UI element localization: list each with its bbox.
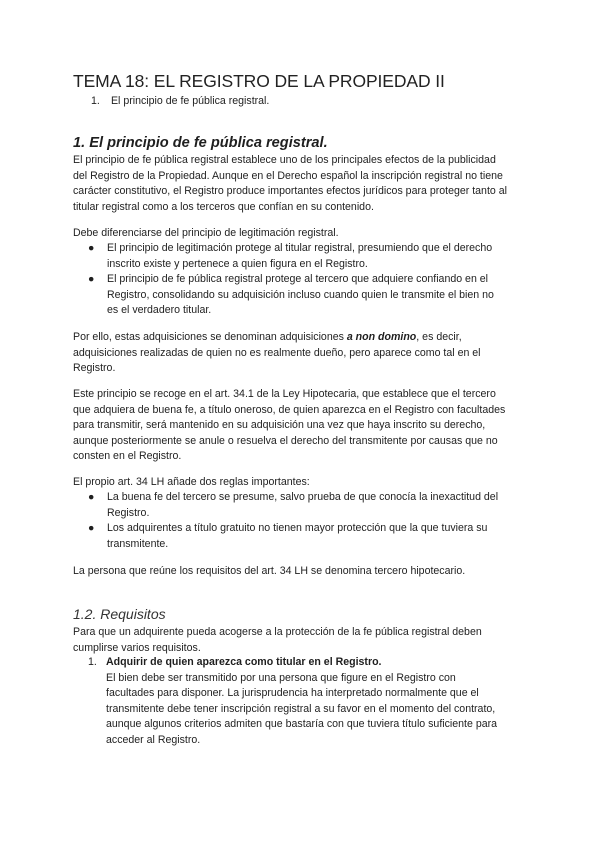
text-line: aunque posteriormente se anule o resuelva el derecho del transmitente por causas que no	[73, 434, 498, 447]
text-line: Los adquirentes a título gratuito no tienen mayor protección que la que tuviera su	[107, 522, 488, 535]
list-item	[88, 272, 538, 319]
text-line: inscrito existe y pertenece a quien figura en el Registro.	[107, 257, 368, 270]
text-line: que adquiera de buena fe, a título oneroso, de quien aparezca en el Registro con facultades	[73, 403, 506, 416]
text-line	[73, 330, 533, 346]
text-line: Para que un adquirente pueda acogerse a la protección de la fe pública registral deben	[73, 626, 482, 638]
text-line: adquisiciones realizadas de quien no es realmente dueño, pero aparece como tal en el	[73, 346, 481, 359]
subsection-heading: 1.2. Requisitos	[73, 606, 166, 622]
text-line: aunque algunos criterios admiten que bastaría con que tuviera título suficiente para	[106, 718, 498, 731]
text-line: acceder al Registro.	[106, 733, 201, 746]
paragraph-tercero-hipotecario	[73, 564, 533, 580]
text-line: El principio de fe pública registral establece uno de los principales efectos de la publicidad	[73, 154, 496, 166]
text-run: Por ello, estas adquisiciones se denominan adquisiciones	[73, 331, 347, 343]
text-line: titular registral como a los terceros que confían en su contenido.	[73, 200, 374, 213]
text-line: Registro.	[73, 362, 116, 375]
text-line: es el verdadero titular.	[107, 304, 212, 317]
list-item	[88, 490, 538, 521]
list-number: 1.	[88, 656, 97, 668]
text-line: del Registro de la Propiedad. Aunque en el Derecho español la inscripción registral no tiene	[73, 169, 503, 182]
text-line: La persona que reúne los requisitos del art. 34 LH se denomina tercero hipotecario.	[73, 565, 466, 577]
bullet-list-principles	[88, 241, 538, 319]
text-line: La buena fe del tercero se presume, salvo prueba de que conocía la inexactitud del	[107, 491, 499, 503]
text-line: transmitente.	[107, 537, 169, 550]
text-line: transmitente debe tener inscripción registral a su favor en el momento del contrato,	[106, 702, 496, 715]
table-of-contents	[91, 95, 269, 107]
text-line	[106, 655, 538, 671]
section-heading: 1. El principio de fe pública registral.	[73, 135, 328, 151]
paragraph-requisitos-intro	[73, 625, 533, 656]
text-line: Debe diferenciarse del principio de legitimación registral.	[73, 227, 339, 239]
text-line: El principio de legitimación protege al titular registral, presumiendo que el derecho	[107, 242, 493, 254]
paragraph-intro	[73, 153, 533, 215]
bullet-icon: ●	[88, 491, 95, 503]
bullet-icon: ●	[88, 242, 95, 254]
list-item	[88, 521, 538, 552]
text-line: El propio art. 34 LH añade dos reglas importantes:	[73, 476, 310, 488]
paragraph-a-non-domino	[73, 330, 533, 377]
text-line: cumplirse varios requisitos.	[73, 641, 201, 654]
paragraph-art-34	[73, 387, 533, 465]
bullet-list-reglas	[88, 490, 538, 552]
paragraph-reglas	[73, 475, 533, 491]
text-line: El principio de fe pública registral protege al tercero que adquiere confiando en el	[107, 273, 489, 286]
text-line: consten en el Registro.	[73, 450, 182, 463]
text-line: El bien debe ser transmitido por una persona que figure en el Registro con	[106, 671, 456, 684]
text-line: para transmitir, será mantenido en su adquisición una vez que haya inscrito su derecho,	[73, 419, 486, 432]
paragraph-legitimacion	[73, 226, 533, 242]
list-item	[88, 241, 538, 272]
text-line: facultades para disponer. La jurisprudencia ha interpretado normalmente que el	[106, 687, 479, 700]
page-title: TEMA 18: EL REGISTRO DE LA PROPIEDAD II	[73, 71, 445, 91]
toc-item-label: El principio de fe pública registral.	[110, 95, 270, 107]
bullet-icon: ●	[88, 522, 95, 535]
list-item	[88, 655, 538, 749]
numbered-list-requisitos	[88, 655, 538, 749]
text-line: carácter constitutivo, el Registro produce importantes efectos jurídicos para proteger tanto al	[73, 185, 507, 198]
requisito-title: Adquirir de quien aparezca como titular en el Registro.	[106, 656, 382, 668]
toc-number: 1.	[91, 95, 100, 107]
text-line: Registro, consolidando su adquisición incluso cuando quien le transmite el bien no	[107, 288, 494, 301]
text-line: Este principio se recoge en el art. 34.1 de la Ley Hipotecaria, que establece que el tercero	[73, 388, 496, 400]
bullet-icon: ●	[88, 273, 95, 286]
text-line: Registro.	[107, 506, 150, 519]
emphasis-a-non-domino: a non domino	[346, 331, 417, 343]
text-run: , es decir,	[416, 331, 462, 343]
